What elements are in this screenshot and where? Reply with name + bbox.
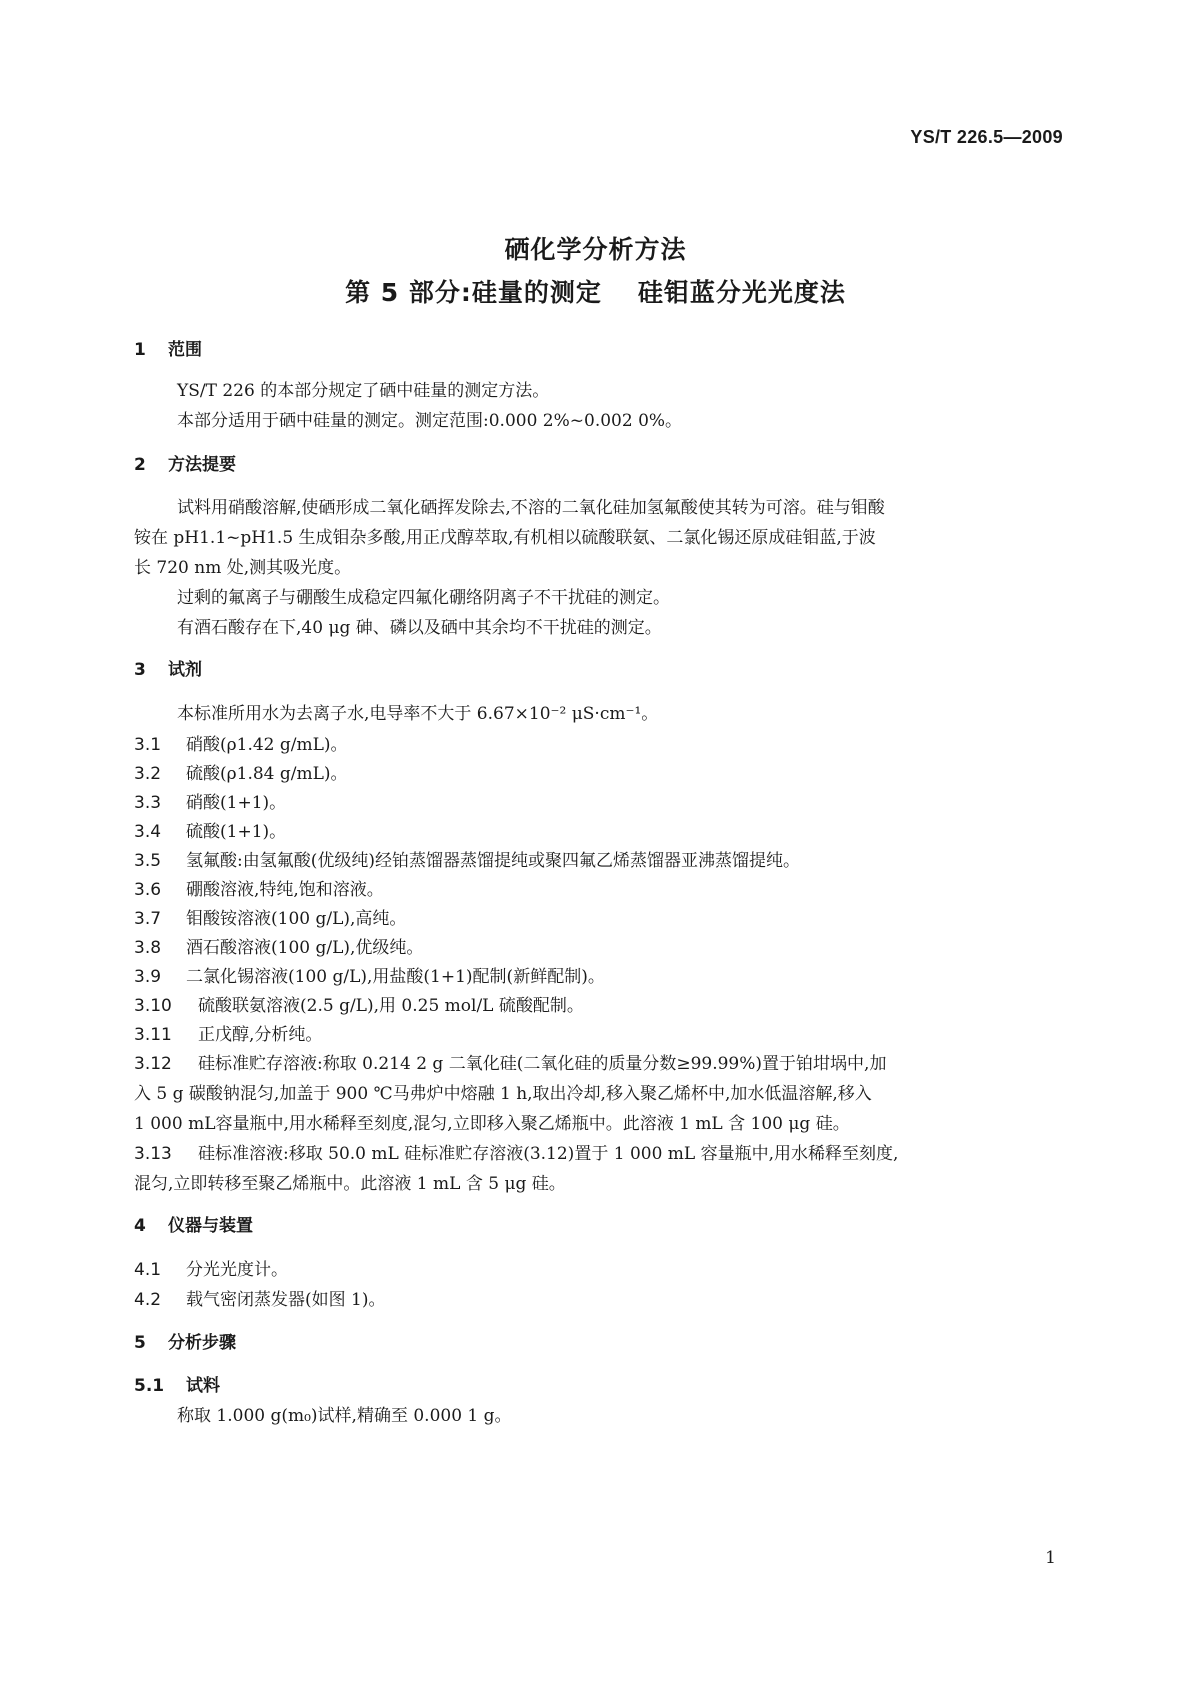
document-title: 硒化学分析方法 [504,235,687,264]
standard-number: YS/T 226.5—2009 [910,127,1063,147]
section-title: 范围 [168,340,202,360]
section-number: 1 [134,340,146,360]
section-title: 方法提要 [168,455,236,475]
section-title: 试剂 [168,660,202,680]
page-number: 1 [1045,1548,1056,1568]
section-number: 3 [134,660,146,680]
section-number: 4 [134,1216,146,1236]
section-number: 5 [134,1333,146,1353]
subtitle-part: 第 5 部分:硅量的测定 [345,278,602,307]
section-number: 2 [134,455,146,475]
section-title: 分析步骤 [168,1333,236,1353]
document-page: YS/T 226.5—2009 硒化学分析方法 第 5 部分:硅量的测定 硅钼蓝分光光度法 1 范围 YS/T 226 的本部分规定了硒中硅量的测定方法。 本部分适用于硒中硅量的测定。测定范围:0.000 2%~0.002 0%。 2 方法提要 试料用硝酸溶解,使硒形成二氧化硒挥发除去,不溶的二氧化硅加氢氟酸使其转为可溶。硅与钼酸 铵在 pH1.1~pH1.5 生成钼杂多酸,用正戊醇萃取,有机相以硫酸联氨、二氯化锡还原成硅钼蓝,于波 长 720 nm 处,测其吸光度。 过剩的氟离子与硼酸生成稳定四氟化硼络阴离子不干扰硅的测定。 有酒石酸存在下,40 μg 砷、磷以及硒中其余均不干扰硅的测定。 3 试剂 本标准所用水为去离子水,电导率不大于 6.67×10⁻² μS·cm⁻¹。 3.1 硝酸(ρ1.42 g/mL)。 3.2 硫酸(ρ1.84 g/mL)。 3.3 硝酸(1+1)。 3.4 硫酸(1+1)。 3.5 氢氟酸:由氢氟酸(优级纯)经铂蒸馏器蒸馏提纯或聚四氟乙烯蒸馏器亚沸蒸馏提纯。 3.6 硼酸溶液,特纯,饱和溶液。 3.7 钼酸铵溶液(100 g/L),高纯。 3.8 酒石酸溶液(100 g/L),优级纯。 3.9 二氯化锡溶液(100 g/L),用盐酸(1+1)配制(新鲜配制)。 3.10 硫酸联氨溶液(2.5 g/L),用 0.25 mol/L 硫酸配制。 3.11 正戊醇,分析纯。 3.12 硅标准贮存溶液:称取 0.214 2 g 二氧化硅(二氧化硅的质量分数≥99.99%)置于铂坩埚中,加 入 5 g 碳酸钠混匀,加盖于 900 ℃马弗炉中熔融 1 h,取出冷却,移入聚乙烯杯中,加水低温溶解,移入 1 000 mL容量瓶中,用水稀释至刻度,混匀,立即移入聚乙烯瓶中。此溶液 1 mL 含 100 μg 硅。 3.13 硅标准溶液:移取 50.0 mL 硅标准贮存溶液(3.12)置于 1 000 mL 容量瓶中,用水稀释至刻度, 混匀,立即转移至聚乙烯瓶中。此溶液 1 mL 含 5 μg 硅。 4 仪器与装置 4.1 分光光度计。 4.2 载气密闭蒸发器(如图 1)。 5 分析步骤 5.1 试料 称取 1.000 g(m₀)试样,精确至 0.000 1 g。 1 [0,0,1191,1684]
document-subtitle [0,273,1191,309]
subtitle-method: 硅钼蓝分光光度法 [637,278,846,307]
section-title: 仪器与装置 [168,1216,253,1236]
